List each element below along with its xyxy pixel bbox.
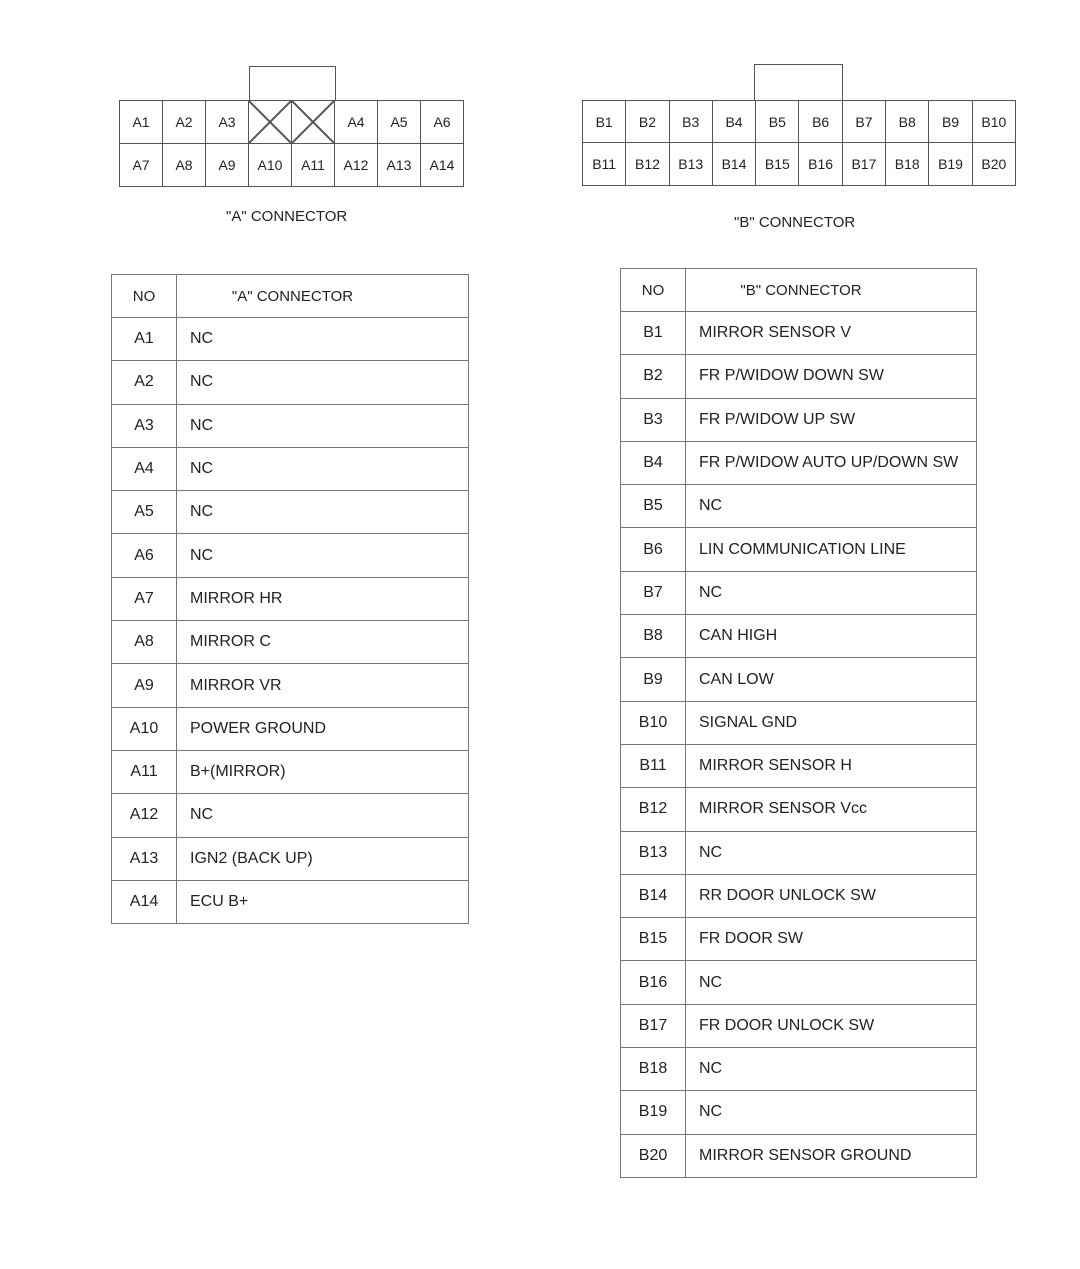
table-row — [621, 1004, 977, 1047]
pin-function: MIRROR SENSOR V — [686, 312, 977, 355]
pin-number: A6 — [112, 534, 177, 577]
pin-function: CAN LOW — [686, 658, 977, 701]
pin-cell: A6 — [421, 101, 464, 144]
table-row — [112, 577, 469, 620]
table-row — [621, 658, 977, 701]
pin-number: A7 — [112, 577, 177, 620]
pin-number: A1 — [112, 318, 177, 361]
pin-number: B1 — [621, 312, 686, 355]
pin-number: B8 — [621, 615, 686, 658]
table-row — [621, 1091, 977, 1134]
pin-number: B10 — [621, 701, 686, 744]
pin-number: A3 — [112, 404, 177, 447]
table-row — [621, 788, 977, 831]
table-row — [621, 831, 977, 874]
table-header-row — [621, 269, 977, 312]
table-row — [112, 750, 469, 793]
pin-function: FR P/WIDOW DOWN SW — [686, 355, 977, 398]
table-row — [112, 361, 469, 404]
pin-number: A14 — [112, 880, 177, 923]
pin-number: A10 — [112, 707, 177, 750]
table-row — [621, 485, 977, 528]
pin-function: NC — [177, 361, 469, 404]
header-no: NO — [621, 269, 686, 312]
pin-cell: A5 — [378, 101, 421, 144]
pin-function: FR P/WIDOW UP SW — [686, 398, 977, 441]
pin-number: A11 — [112, 750, 177, 793]
connector-b-locking-tab — [754, 64, 843, 101]
pin-function: NC — [686, 1048, 977, 1091]
pin-number: B6 — [621, 528, 686, 571]
table-row — [621, 1048, 977, 1091]
pin-cell: B14 — [713, 143, 756, 186]
connector-a-pin-table — [111, 274, 469, 924]
pin-number: A13 — [112, 837, 177, 880]
pin-function: FR DOOR SW — [686, 918, 977, 961]
pin-number: B3 — [621, 398, 686, 441]
table-row — [112, 404, 469, 447]
pin-cell: B19 — [929, 143, 972, 186]
pin-function: LIN COMMUNICATION LINE — [686, 528, 977, 571]
pin-number: B16 — [621, 961, 686, 1004]
pin-cell: B13 — [670, 143, 713, 186]
pin-cell: A7 — [120, 144, 163, 187]
pin-function: MIRROR HR — [177, 577, 469, 620]
table-row — [621, 701, 977, 744]
pin-function: NC — [686, 485, 977, 528]
pin-cell: B15 — [756, 143, 799, 186]
pin-number: A9 — [112, 664, 177, 707]
table-row — [621, 918, 977, 961]
pin-function: NC — [686, 1091, 977, 1134]
pin-number: B4 — [621, 441, 686, 484]
pin-number: B9 — [621, 658, 686, 701]
pin-function: MIRROR VR — [177, 664, 469, 707]
pin-function: NC — [177, 491, 469, 534]
header-no: NO — [112, 275, 177, 318]
table-row — [112, 534, 469, 577]
pin-number: B20 — [621, 1134, 686, 1177]
pin-function: NC — [686, 831, 977, 874]
pin-cell: B12 — [626, 143, 669, 186]
table-row — [621, 571, 977, 614]
table-row — [112, 447, 469, 490]
pin-cell: B17 — [843, 143, 886, 186]
pin-number: A4 — [112, 447, 177, 490]
connector-b-pin-table — [620, 268, 977, 1178]
pin-cell: A2 — [163, 101, 206, 144]
pin-number: A5 — [112, 491, 177, 534]
pin-number: B17 — [621, 1004, 686, 1047]
table-header-row — [112, 275, 469, 318]
pin-cell: B6 — [799, 101, 842, 143]
pin-function: NC — [177, 794, 469, 837]
table-row — [112, 880, 469, 923]
pin-function: NC — [686, 571, 977, 614]
pin-function: NC — [177, 534, 469, 577]
pin-number: B7 — [621, 571, 686, 614]
pin-number: B11 — [621, 744, 686, 787]
pin-cell: B3 — [670, 101, 713, 143]
pin-cell: A3 — [206, 101, 249, 144]
pin-function: NC — [686, 961, 977, 1004]
pin-cell: A14 — [421, 144, 464, 187]
pin-cell: B8 — [886, 101, 929, 143]
pin-function: B+(MIRROR) — [177, 750, 469, 793]
pin-cell: B5 — [756, 101, 799, 143]
header-function: "B" CONNECTOR — [686, 269, 977, 312]
pin-cell: A13 — [378, 144, 421, 187]
pin-number: A2 — [112, 361, 177, 404]
pin-cell: A8 — [163, 144, 206, 187]
pin-function: MIRROR C — [177, 621, 469, 664]
connector-a-locking-tab — [249, 66, 336, 101]
table-row — [112, 837, 469, 880]
table-row — [621, 744, 977, 787]
table-row — [621, 441, 977, 484]
pin-cell: A1 — [120, 101, 163, 144]
table-row — [112, 491, 469, 534]
pin-number: B12 — [621, 788, 686, 831]
pin-number: B14 — [621, 874, 686, 917]
table-row — [621, 528, 977, 571]
pin-function: CAN HIGH — [686, 615, 977, 658]
pin-cell: B18 — [886, 143, 929, 186]
pin-cell: A9 — [206, 144, 249, 187]
table-row — [621, 874, 977, 917]
pin-function: MIRROR SENSOR GROUND — [686, 1134, 977, 1177]
pin-number: B18 — [621, 1048, 686, 1091]
table-row — [621, 615, 977, 658]
pin-cell: B11 — [583, 143, 626, 186]
table-row — [112, 794, 469, 837]
connector-a-pin-grid — [119, 100, 464, 187]
pin-function: NC — [177, 447, 469, 490]
pin-cell: A11 — [292, 144, 335, 187]
table-row — [112, 707, 469, 750]
pin-cell: B7 — [843, 101, 886, 143]
pin-cell: B1 — [583, 101, 626, 143]
pin-cell: B10 — [973, 101, 1016, 143]
table-row — [621, 398, 977, 441]
pin-number: A12 — [112, 794, 177, 837]
table-row — [621, 1134, 977, 1177]
pin-cell: B2 — [626, 101, 669, 143]
connector-a-caption: "A" CONNECTOR — [226, 208, 348, 225]
header-function: "A" CONNECTOR — [177, 275, 469, 318]
pin-function: FR P/WIDOW AUTO UP/DOWN SW — [686, 441, 977, 484]
pin-function: NC — [177, 318, 469, 361]
pin-function: MIRROR SENSOR Vcc — [686, 788, 977, 831]
pin-cell: B16 — [799, 143, 842, 186]
connector-b-caption: "B" CONNECTOR — [734, 214, 856, 231]
pin-cell: B20 — [973, 143, 1016, 186]
pin-number: B13 — [621, 831, 686, 874]
pin-function: SIGNAL GND — [686, 701, 977, 744]
connector-b-pin-grid — [582, 100, 1016, 186]
pin-cell: A12 — [335, 144, 378, 187]
pin-number: A8 — [112, 621, 177, 664]
pin-number: B15 — [621, 918, 686, 961]
pin-function: MIRROR SENSOR H — [686, 744, 977, 787]
table-row — [112, 621, 469, 664]
table-row — [112, 318, 469, 361]
pin-function: FR DOOR UNLOCK SW — [686, 1004, 977, 1047]
pin-cell: B4 — [713, 101, 756, 143]
table-row — [621, 961, 977, 1004]
pin-function: RR DOOR UNLOCK SW — [686, 874, 977, 917]
pin-number: B19 — [621, 1091, 686, 1134]
table-row — [621, 312, 977, 355]
table-row — [112, 664, 469, 707]
pin-function: NC — [177, 404, 469, 447]
pin-number: B2 — [621, 355, 686, 398]
pin-function: ECU B+ — [177, 880, 469, 923]
pin-function: POWER GROUND — [177, 707, 469, 750]
pin-function: IGN2 (BACK UP) — [177, 837, 469, 880]
pin-cell: A4 — [335, 101, 378, 144]
pin-cell: B9 — [929, 101, 972, 143]
table-row — [621, 355, 977, 398]
pin-cavity-blank — [249, 101, 292, 144]
pin-cavity-blank — [292, 101, 335, 144]
pin-cell: A10 — [249, 144, 292, 187]
pin-number: B5 — [621, 485, 686, 528]
